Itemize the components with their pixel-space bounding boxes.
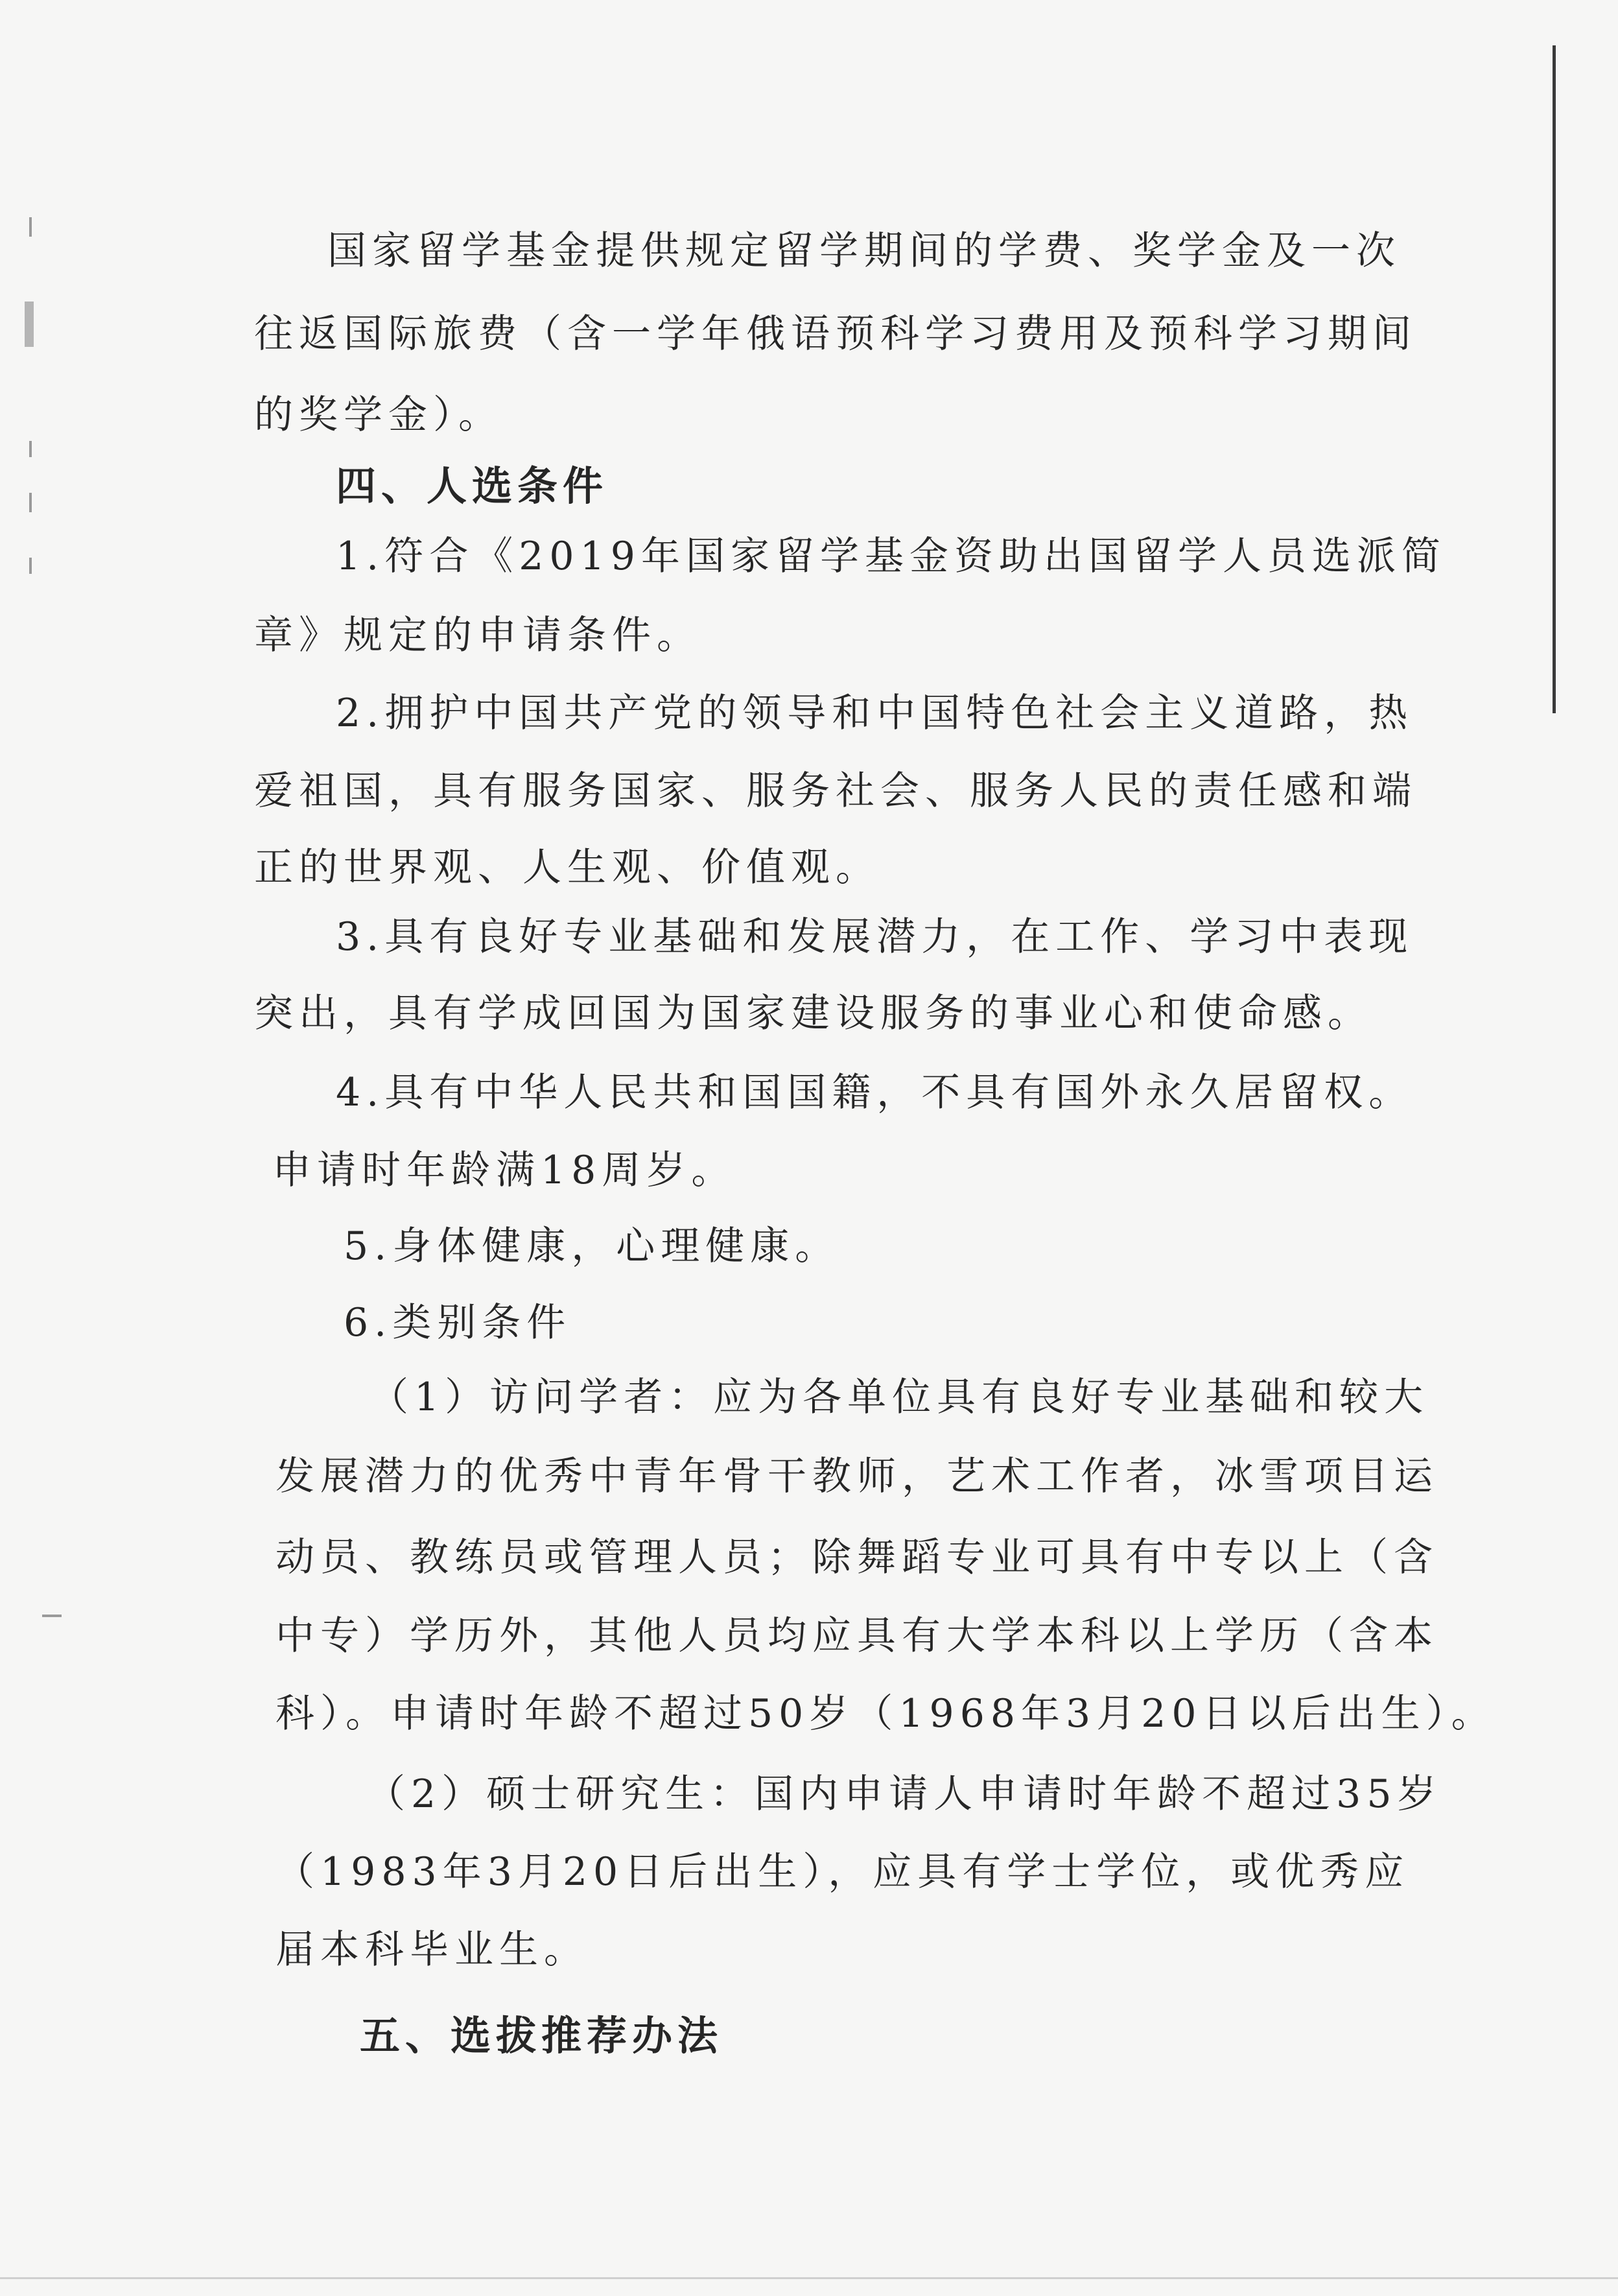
text-line: 申请时年龄满18周岁。 bbox=[272, 1148, 736, 1193]
section-heading: 四、人选条件 bbox=[336, 462, 609, 510]
text-line: 动员、教练员或管理人员；除舞蹈专业可具有中专以上（含 bbox=[276, 1535, 1438, 1580]
text-line: 1.符合《2019年国家留学基金资助出国留学人员选派简 bbox=[336, 534, 1446, 579]
text-line: 中专）学历外，其他人员均应具有大学本科以上学历（含本 bbox=[276, 1613, 1438, 1659]
binding-hole-mark bbox=[29, 558, 32, 574]
binding-hole-mark bbox=[29, 441, 32, 457]
scan-edge-line bbox=[1553, 45, 1556, 713]
text-line: 5.身体健康，心理健康。 bbox=[344, 1224, 840, 1269]
text-line: （1）访问学者：应为各单位具有良好专业基础和较大 bbox=[369, 1375, 1429, 1420]
section-heading: 五、选拔推荐办法 bbox=[360, 2012, 723, 2059]
text-line: （1983年3月20日后出生），应具有学士学位，或优秀应 bbox=[276, 1849, 1410, 1895]
text-line: 的奖学金）。 bbox=[254, 392, 503, 438]
text-line: 正的世界观、人生观、价值观。 bbox=[254, 845, 880, 890]
text-line: 科）。申请时年龄不超过50岁（1968年3月20日以后出生）。 bbox=[276, 1691, 1496, 1736]
scan-edge-line bbox=[0, 2277, 1618, 2279]
text-line: 发展潜力的优秀中青年骨干教师，艺术工作者，冰雪项目运 bbox=[276, 1454, 1438, 1499]
fold-mark bbox=[42, 1615, 62, 1617]
text-line: 国家留学基金提供规定留学期间的学费、奖学金及一次 bbox=[327, 228, 1401, 274]
text-line: 3.具有良好专业基础和发展潜力，在工作、学习中表现 bbox=[336, 914, 1414, 960]
text-line: 届本科毕业生。 bbox=[276, 1927, 589, 1972]
binding-hole-mark bbox=[29, 493, 32, 512]
text-line: 6.类别条件 bbox=[344, 1300, 572, 1345]
text-line: 往返国际旅费（含一学年俄语预科学习费用及预科学习期间 bbox=[254, 311, 1417, 357]
text-line: 章》规定的申请条件。 bbox=[254, 613, 701, 658]
binding-hole-mark bbox=[25, 302, 34, 347]
text-line: 突出，具有学成回国为国家建设服务的事业心和使命感。 bbox=[254, 991, 1372, 1036]
text-line: （2）硕士研究生：国内申请人申请时年龄不超过35岁 bbox=[366, 1771, 1442, 1817]
text-line: 4.具有中华人民共和国国籍，不具有国外永久居留权。 bbox=[336, 1070, 1414, 1115]
binding-hole-mark bbox=[29, 217, 32, 237]
text-line: 爱祖国，具有服务国家、服务社会、服务人民的责任感和端 bbox=[254, 768, 1417, 814]
text-line: 2.拥护中国共产党的领导和中国特色社会主义道路，热 bbox=[336, 691, 1414, 736]
